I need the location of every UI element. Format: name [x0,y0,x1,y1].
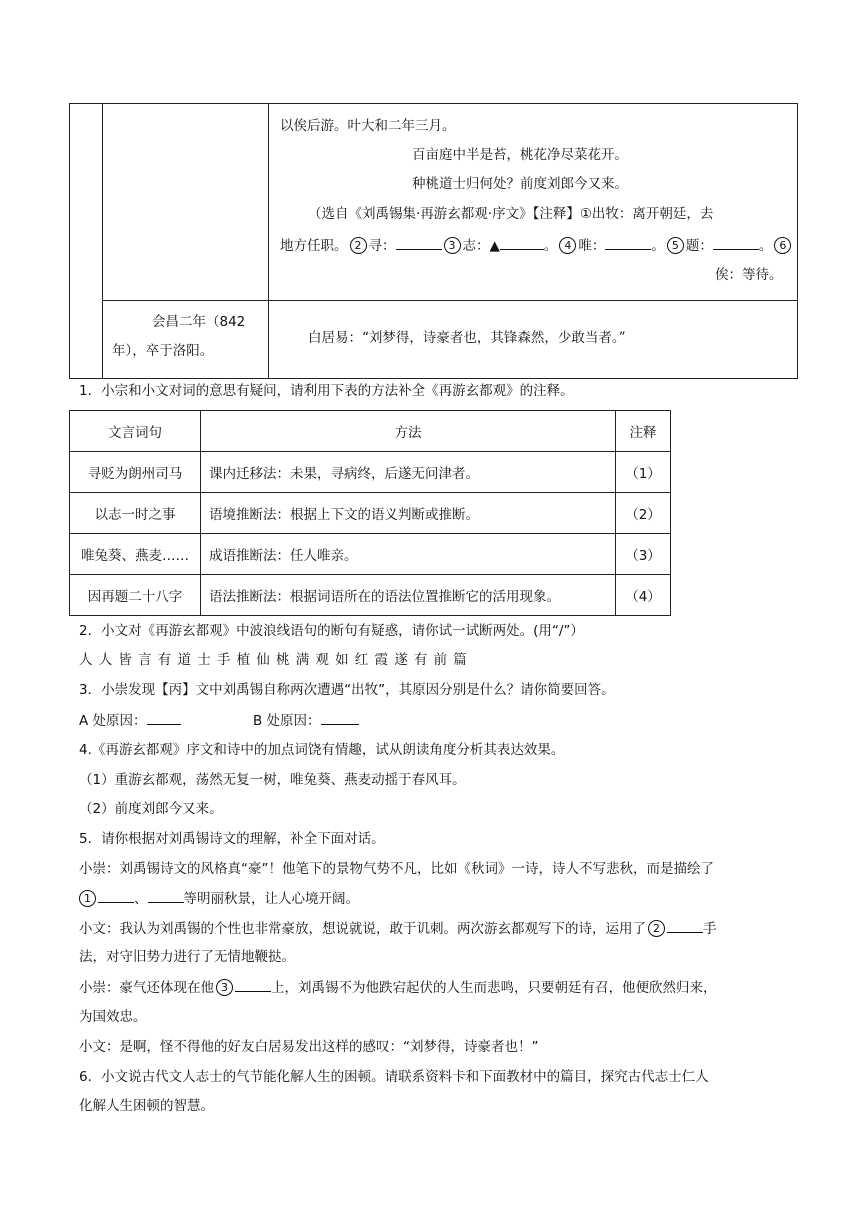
reason-a [79,710,181,731]
blank-number-3: 3 [216,979,233,996]
card-divider-left [102,104,103,378]
reason-b-blank [321,710,359,725]
note5-label: 题： [685,238,713,254]
question-4-item-2: （2）前度刘郎今又来。 [79,801,223,817]
dialogue-2-head: 小文：我认为刘禹锡的个性也非常豪放，想说就说，敢于讥刺。两次游玄都观写下的诗，运用了 [79,921,646,937]
header-note: 注释 [616,411,671,452]
row-phrase: 唯兔葵、燕麦…… [70,534,201,575]
dialogue-1-line-2 [79,888,359,909]
dialogue-2-tail: 手 [703,921,717,937]
notes-line: 地方任职。 2 寻： 3 志：▲ 。 4 唯： 。 5 题： 。 6 [280,235,793,256]
note6-wait: 俟：等待。 [715,267,783,283]
dialogue-3-tail: 上，刘禹锡不为他跌宕起伏的人生而悲鸣，只要朝廷有召，他便欣然归来， [271,980,717,996]
method-table [69,410,671,616]
question-4-item-1: （1）重游玄都观，荡然无复一树，唯兔葵、燕麦动摇于春风耳。 [79,772,466,788]
row-method: 语境推断法：根据上下文的语义判断或推断。 [201,493,616,534]
blank-number-1: 1 [79,890,96,907]
poem-line-1: 百亩庭中半是苔，桃花净尽菜花开。 [412,147,628,163]
reason-a-label: A 处原因： [79,713,147,729]
row-phrase: 以志一时之事 [70,493,201,534]
question-2: 2．小文对《再游玄都观》中波浪线语句的断句有疑惑，请你试一试断两处。(用“/”） [79,623,584,639]
row-method: 语法推断法：根据词语所在的语法位置推断它的活用现象。 [201,575,616,616]
table-row [70,452,671,493]
question-6-line-1: 6．小文说古代文人志士的气节能化解人生的困顿。请联系资料卡和下面教材中的篇目，探究古代志士仁人 [79,1069,709,1085]
question-1: 1．小宗和小文对词的意思有疑问，请利用下表的方法补全《再游玄都观》的注释。 [79,383,574,399]
note4-blank [605,235,651,250]
reason-a-blank [147,710,181,725]
note4-label: 唯： [578,238,606,254]
blank-separator: 、 [134,891,148,907]
note3-blank [500,235,544,250]
card-bottom-left-line1: 会昌二年（842 [152,314,246,330]
dialogue-3-line-2: 为国效忠。 [79,1009,147,1025]
table-row [70,493,671,534]
card-divider-middle [268,104,269,378]
info-card-table [69,103,798,379]
question-5: 5．请你根据对刘禹锡诗文的理解，补全下面对话。 [79,831,385,847]
source-line: （选自《刘禹锡集·再游玄都观·序文》【注释】①出牧：离开朝廷，去 [308,206,714,222]
blank-1b [148,888,184,903]
note-number-2: 2 [350,237,367,254]
card-bottom-left-line2: 年），卒于洛阳。 [112,343,214,359]
note2-blank [396,235,442,250]
sentence-to-punctuate: 人人皆言有道士手植仙桃满观如红霞遂有前篇 [79,652,473,668]
row-note: （3） [616,534,671,575]
dialogue-2-line-1 [79,918,717,939]
dialogue-4: 小文：是啊，怪不得他的好友白居易发出这样的感叹：“刘梦得，诗豪者也！” [79,1039,539,1055]
note-number-4: 4 [559,237,576,254]
row-method: 成语推断法：任人唯亲。 [201,534,616,575]
notes-prefix: 地方任职。 [280,238,348,254]
card-divider-row [102,300,797,301]
note-number-5: 5 [667,237,684,254]
row-phrase: 因再题二十八字 [70,575,201,616]
dialogue-3-head: 小崇：豪气还体现在他 [79,980,214,996]
row-note: （4） [616,575,671,616]
table-row [70,575,671,616]
blank-1a [98,888,134,903]
header-phrase: 文言词句 [70,411,201,452]
reason-b-label: B 处原因： [253,713,321,729]
dialogue-1-tail: 等明丽秋景，让人心境开阔。 [183,891,359,907]
row-note: （1） [616,452,671,493]
dialogue-2-line-2: 法，对守旧势力进行了无情地鞭挞。 [79,949,295,965]
row-note: （2） [616,493,671,534]
bai-juyi-quote: 白居易：“刘梦得，诗豪者也，其锋森然，少敢当者。” [308,330,626,346]
question-3: 3．小崇发现【丙】文中刘禹锡自称两次遭遇“出牧”，其原因分别是什么？请你简要回答。 [79,682,615,698]
blank-2 [667,918,703,933]
note5-blank [713,235,759,250]
note2-label: 寻： [368,238,396,254]
note3-label: 志：▲ [462,238,500,254]
blank-3 [235,977,271,992]
row-method: 课内迁移法：未果，寻病终，后遂无问津者。 [201,452,616,493]
dialogue-3-line-1 [79,977,717,998]
dialogue-1-line-1: 小崇：刘禹锡诗文的风格真“豪”！他笔下的景物气势不凡，比如《秋词》一诗，诗人不写悲秋，而是描绘了 [79,861,714,877]
table-row [70,534,671,575]
row-phrase: 寻贬为朗州司马 [70,452,201,493]
note-number-6: 6 [774,237,791,254]
blank-number-2: 2 [648,920,665,937]
poem-line-2: 种桃道士归何处？前度刘郎今又来。 [412,176,628,192]
question-6-line-2: 化解人生困顿的智慧。 [79,1098,214,1114]
reason-b [253,710,359,731]
table-header-row [70,411,671,452]
note-number-3: 3 [444,237,461,254]
card-text-line: 以俟后游。叶大和二年三月。 [280,118,456,134]
header-method: 方法 [201,411,616,452]
question-4: 4.《再游玄都观》序文和诗中的加点词饶有情趣，试从朗读角度分析其表达效果。 [79,742,565,758]
